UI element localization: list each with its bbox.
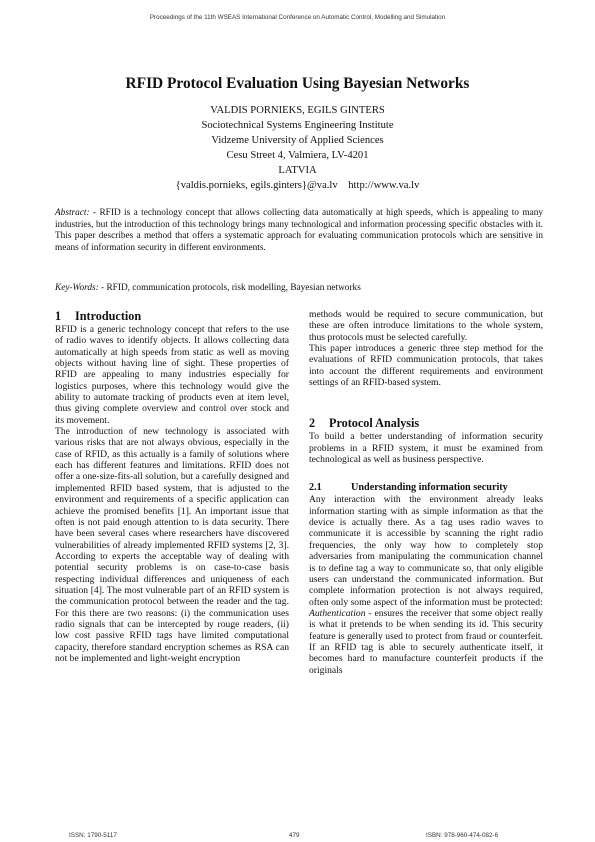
section-heading-protocol-analysis bbox=[309, 416, 543, 431]
affiliation-institute: Sociotechnical Systems Engineering Institute bbox=[201, 120, 394, 131]
paragraph: This paper introduces a generic three step method for the evaluations of RFID communication protocols, that takes into account the different requirements and environment settings of an RFID-based system. bbox=[309, 343, 543, 389]
paragraph-authentication bbox=[309, 608, 543, 676]
address: Cesu Street 4, Valmiera, LV-4201 bbox=[226, 150, 369, 161]
term-label: Authentication bbox=[309, 607, 366, 619]
country: LATVIA bbox=[278, 165, 317, 176]
footer-page-number: 479 bbox=[289, 832, 300, 839]
section-number: 2 bbox=[309, 416, 316, 431]
keywords bbox=[55, 283, 543, 295]
term-text: - ensures the receiver that some object really is what it pretends to be when sending its id. This security feature is generally used to protect from fraud or counterfeit. If an RFID tag is able to securely authenticate itself, it becomes hard to manufacture counterfeit products if the originals bbox=[309, 607, 543, 676]
paper-title: RFID Protocol Evaluation Using Bayesian Networks bbox=[125, 75, 470, 92]
paragraph: The introduction of new technology is associated with various risks that are not always obvious, especially in the case of RFID, as this actually is a family of solutions where each has different features and limitations. RFID does not offer a one-size-fits-all solution, but a carefully designed and implemented RFID based system, that is adjusted to the environment and requirements of a specific application can achieve the promised benefits [1]. An important issue that often is not paid enough attention to is data security. There have been several cases where researchers have discovered vulnerabilities of already implemented RFID systems [2, 3]. According to experts the acceptable way of dealing with potential security problems is on case-to-case basis respecting individual differences and uniqueness of each situation [4]. The most vulnerable part of an RFID system is the communication protocol between the reader and the tag. For this there are two reasons: (i) the communication uses radio signals that can be intercepted by rouge readers, (ii) low cost passive RFID tags have limited computational capacity, therefore standard encryption schemes as RSA can not be implemented and light-weight encryption bbox=[55, 426, 289, 664]
paragraph: Any interaction with the environment already leaks information starting with as simple information as that the device is actually there. As a tag uses radio waves to communicate it is accessible by scanning the right radio frequencies, the only way how to completely stop adversaries from manipulating the communication channel is to define tag a way to communicate so, that only eligible users can understand the communicated information. But complete information protection is not always required, often only some aspect of the information must be protected: bbox=[309, 494, 543, 608]
subsection-heading-information-security bbox=[309, 481, 543, 494]
section-title: Protocol Analysis bbox=[329, 416, 420, 431]
contact: {valdis.pornieks, egils.ginters}@va.lv http://www.va.lv bbox=[175, 180, 420, 191]
section-title: Introduction bbox=[75, 309, 142, 323]
subsection-number: 2.1 bbox=[309, 482, 322, 494]
footer-isbn: ISBN: 978-960-474-082-6 bbox=[426, 832, 499, 839]
running-head: Proceedings of the 11th WSEAS International Conference on Automatic Control, Modelling and Simulation bbox=[149, 14, 446, 21]
paragraph: RFID is a generic technology concept that refers to the use of radio waves to identify objects. It allows collecting data automatically at high speeds from static as well as moving objects without having line of sight. These properties of RFID are appealing to many industries especially for logistics purposes, where this technology would give the ability to automate tracking of products even at item level, thus giving complete overview and control over stock and its movement. bbox=[55, 324, 289, 426]
affiliation-university: Vidzeme University of Applied Sciences bbox=[211, 135, 384, 146]
subsection-title: Understanding information security bbox=[351, 482, 508, 494]
paragraph: To build a better understanding of information security problems in a RFID system, it must be examined from technological as well as business perspective. bbox=[309, 431, 543, 466]
author-block bbox=[0, 103, 595, 193]
keywords-label: Key-Words: bbox=[55, 283, 99, 293]
column-left bbox=[55, 309, 289, 664]
abstract bbox=[55, 208, 543, 255]
abstract-text: - RFID is a technology concept that allows collecting data automatically at high speeds, which is appealing to many industries, but the introduction of this technology brings many technological and information processing specific obstacles with it. This paper describes a method that offers a systematic approach for evaluating communication protocols which are sensitive in means of information security in different environments. bbox=[55, 208, 543, 254]
footer-issn: ISSN: 1790-5117 bbox=[69, 832, 117, 839]
section-heading-introduction bbox=[55, 309, 289, 324]
paragraph: methods would be required to secure communication, but these are often introduce limitations to the whole system, thus protocols must be selected carefully. bbox=[309, 309, 543, 343]
column-right bbox=[309, 309, 543, 676]
author-names: VALDIS PORNIEKS, EGILS GINTERS bbox=[210, 105, 385, 116]
keywords-text: - RFID, communication protocols, risk modelling, Bayesian networks bbox=[98, 283, 361, 293]
abstract-label: Abstract: bbox=[55, 208, 90, 218]
section-number: 1 bbox=[55, 309, 62, 323]
